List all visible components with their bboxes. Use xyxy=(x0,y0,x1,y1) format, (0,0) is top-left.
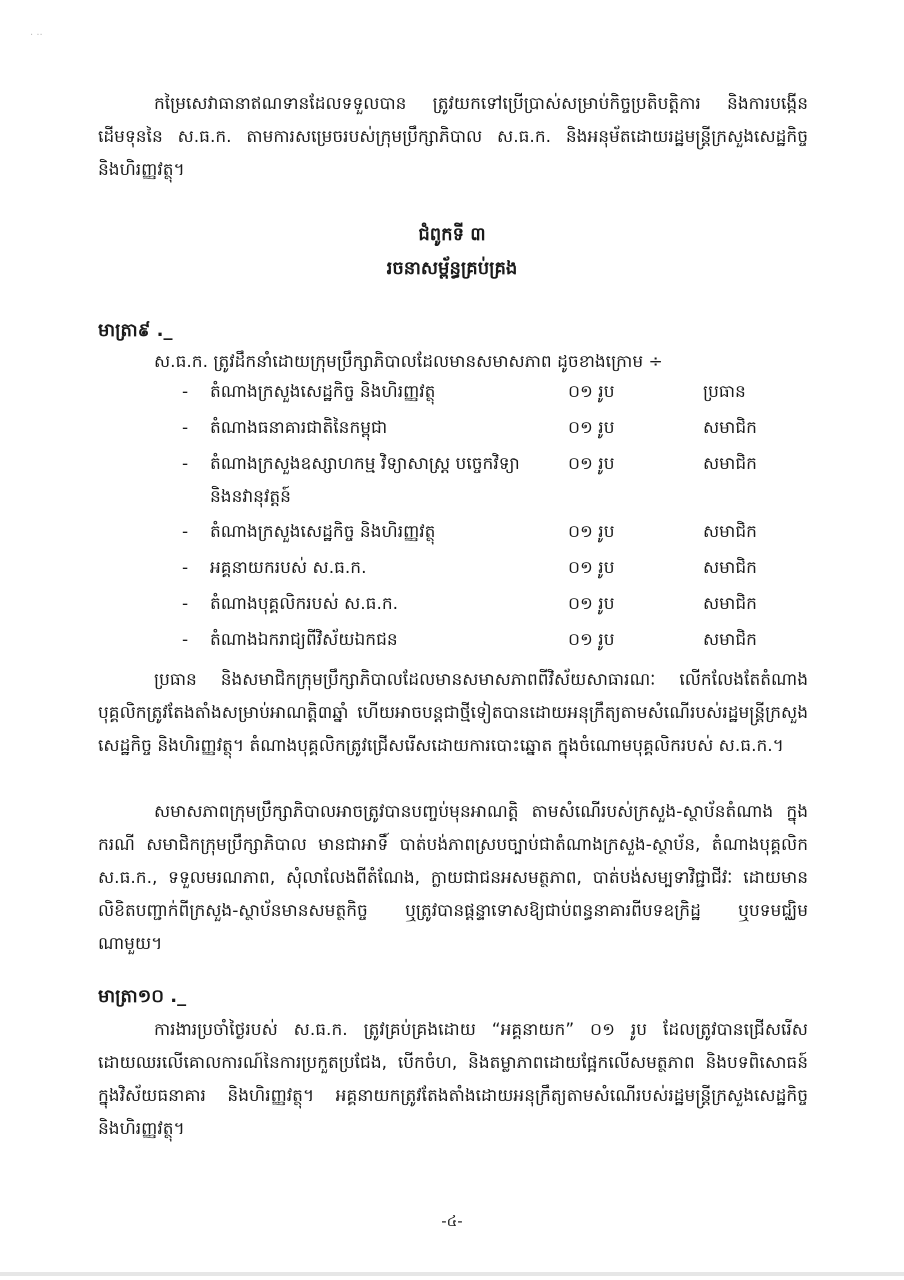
intro-paragraph: កម្រៃសេវាធានាឥណទានដែលទទួលបាន ត្រូវយកទៅប្រើប្រាស់សម្រាប់កិច្ចប្រតិបត្តិការ និងការបង្កើនដើមទុននៃ ស.ធ.ក. តាមការសម្រេចរបស់ក្រុមប្រឹក្សាភិបាល ស.ធ.ក. និងអនុម័តដោយរដ្ឋមន្ត្រីក្រសួងសេដ្ឋកិច្ច និងហិរញ្ញវត្ថុ។ xyxy=(98,94,808,180)
member-bullet: - xyxy=(182,630,189,650)
member-bullet: - xyxy=(182,558,189,578)
article-9-paragraph-2: សមាសភាពក្រុមប្រឹក្សាភិបាលអាចត្រូវបានបញ្ចប់មុនអាណត្តិ តាមសំណើរបស់ក្រសួង-ស្ថាប័នតំណាង ក្នុងករណី សមាជិកក្រុមប្រឹក្សាភិបាល មានជាអាទិ៍ បាត់បង់ភាពស្របច្បាប់ជាតំណាងក្រសួង-ស្ថាប័ន, តំណាងបុគ្គលិក ស.ធ.ក., ទទួលមរណភាព, សុំលាលែងពីតំណែង, ក្លាយជាជនអសមត្ថភាព, បាត់បង់សម្បទាវិជ្ជាជីវៈ ដោយមានលិខិតបញ្ជាក់ពីក្រសួង-ស្ថាប័នមានសមត្ថកិច្ច ឬត្រូវបានផ្តន្ទាទោសឱ្យជាប់ពន្ធនាគារពីបទឧក្រិដ្ឋ ឬបទមជ្ឈិមណាមួយ។ xyxy=(98,802,808,954)
article-9-lead: ស.ធ.ក. ត្រូវដឹកនាំដោយក្រុមប្រឹក្សាភិបាលដែលមានសមាសភាព ដូចខាងក្រោម ÷ xyxy=(154,352,663,372)
member-representative: តំណាងធនាគារជាតិនៃកម្ពុជា xyxy=(210,418,388,438)
member-count: ០១ រូប xyxy=(568,454,615,474)
article-10-heading: មាត្រា១០ ._ xyxy=(98,986,187,1007)
member-bullet: - xyxy=(182,454,189,474)
member-representative: តំណាងឯករាជ្យពីវិស័យឯកជន xyxy=(210,630,398,650)
member-representative: អគ្គនាយករបស់ ស.ធ.ក. xyxy=(210,558,367,578)
member-bullet: - xyxy=(182,418,189,438)
member-bullet: - xyxy=(182,522,189,542)
article-10-paragraph: ការងារប្រចាំថ្ងៃរបស់ ស.ធ.ក. ត្រូវគ្រប់គ្រងដោយ “អគ្គនាយក” ០១ រូប ដែលត្រូវបានជ្រើសរើសដោយឈរលើគោលការណ៍នៃការប្រកួតប្រជែង, បើកចំហ, និងតម្លាភាពដោយផ្អែកលើសមត្ថភាព និងបទពិសោធន៍ក្នុងវិស័យធនាគារ និងហិរញ្ញវត្ថុ។ អគ្គនាយកត្រូវតែងតាំងដោយអនុក្រឹត្យតាមសំណើរបស់រដ្ឋមន្ត្រីក្រសួងសេដ្ឋកិច្ច និងហិរញ្ញវត្ថុ។ xyxy=(98,1020,808,1139)
member-role: សមាជិក xyxy=(703,418,757,438)
member-role: សមាជិក xyxy=(703,594,757,614)
scan-edge xyxy=(0,1272,904,1276)
member-count: ០១ រូប xyxy=(568,382,615,402)
member-bullet: - xyxy=(182,594,189,614)
scan-marks: · ·· xyxy=(30,30,43,41)
member-role: សមាជិក xyxy=(703,558,757,578)
article-9-paragraph-1: ប្រធាន និងសមាជិកក្រុមប្រឹក្សាភិបាលដែលមានសមាសភាពពីវិស័យសាធារណៈ លើកលែងតែតំណាងបុគ្គលិកត្រូវតែងតាំងសម្រាប់អាណត្តិ៣ឆ្នាំ ហើយអាចបន្តជាថ្មីទៀតបានដោយអនុក្រឹត្យតាមសំណើរបស់រដ្ឋមន្ត្រីក្រសួងសេដ្ឋកិច្ច និងហិរញ្ញវត្ថុ។ តំណាងបុគ្គលិកត្រូវជ្រើសរើសដោយការបោះឆ្នោត ក្នុងចំណោមបុគ្គលិករបស់ ស.ធ.ក.។ xyxy=(98,670,808,756)
member-representative: តំណាងបុគ្គលិករបស់ ស.ធ.ក. xyxy=(210,594,399,614)
member-representative: តំណាងក្រសួងឧស្សាហកម្ម វិទ្យាសាស្ត្រ បច្ចេកវិទ្យា និងនវានុវត្តន៍ xyxy=(210,454,520,507)
member-representative: តំណាងក្រសួងសេដ្ឋកិច្ច និងហិរញ្ញវត្ថុ xyxy=(210,522,436,542)
member-representative: តំណាងក្រសួងសេដ្ឋកិច្ច និងហិរញ្ញវត្ថុ xyxy=(210,382,436,402)
member-role: សមាជិក xyxy=(703,630,757,650)
member-count: ០១ រូប xyxy=(568,558,615,578)
article-9-heading: មាត្រា៩ ._ xyxy=(98,320,173,341)
page-number: -៤- xyxy=(441,1212,463,1230)
member-count: ០១ រូប xyxy=(568,594,615,614)
member-role: សមាជិក xyxy=(703,454,757,474)
member-count: ០១ រូប xyxy=(568,630,615,650)
member-bullet: - xyxy=(182,382,189,402)
member-role: ប្រធាន xyxy=(703,382,746,402)
member-count: ០១ រូប xyxy=(568,522,615,542)
chapter-number: ជំពូកទី ៣ xyxy=(418,224,486,245)
member-role: សមាជិក xyxy=(703,522,757,542)
member-count: ០១ រូប xyxy=(568,418,615,438)
chapter-title: រចនាសម្ព័ន្ធគ្រប់គ្រង xyxy=(386,258,518,279)
